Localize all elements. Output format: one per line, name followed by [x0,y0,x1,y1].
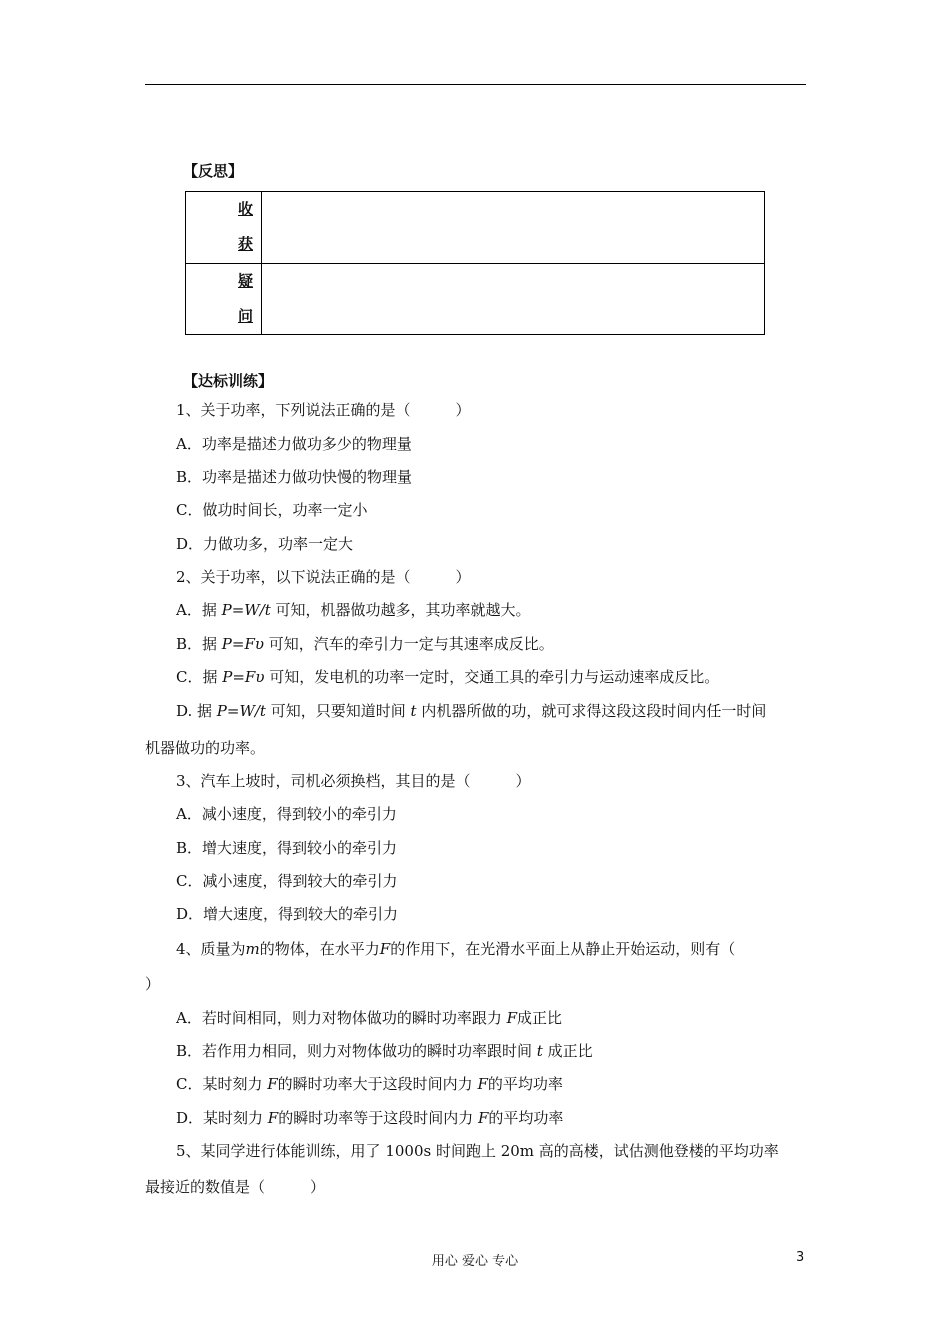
q4-option-c: C．某时刻力 F的瞬时功率大于这段时间内力 F的平均功率 [176,1075,563,1093]
q2-option-b: B．据 P=Fυ 可知，汽车的牵引力一定与其速率成反比。 [176,635,554,653]
q2-stem: 2、关于功率，以下说法正确的是（ ） [176,568,471,586]
questions-content-cell[interactable] [262,264,765,335]
reflection-row-questions [186,264,765,335]
q5-stem: 5、某同学进行体能训练，用了 1000s 时间跑上 20m 高的高楼，试估测他登楼的平均功率 [176,1142,779,1160]
gains-content-cell[interactable] [262,192,765,264]
page-number: 3 [796,1250,805,1265]
q4-stem-cont: ） [145,975,161,993]
q1-option-a: A．功率是描述力做功多少的物理量 [176,435,412,453]
q2-option-a: A．据 P=W/t 可知，机器做功越多，其功率就越大。 [176,601,531,619]
q2-option-c: C．据 P=Fυ 可知，发电机的功率一定时，交通工具的牵引力与运动速率成反比。 [176,668,720,686]
q4-option-d: D．某时刻力 F的瞬时功率等于这段时间内力 F的平均功率 [176,1109,564,1127]
q3-option-d: D．增大速度，得到较大的牵引力 [176,905,399,923]
header-rule [145,84,806,85]
q1-option-b: B．功率是描述力做功快慢的物理量 [176,468,413,486]
q3-option-a: A．减小速度，得到较小的牵引力 [176,805,397,823]
q1-option-c: C．做功时间长，功率一定小 [176,501,368,519]
questions-label: 疑 问 [186,264,262,335]
training-heading: 【达标训练】 [183,372,274,390]
reflection-row-gains [186,192,765,264]
reflection-heading: 【反思】 [183,162,244,180]
q3-option-b: B．增大速度，得到较小的牵引力 [176,839,398,857]
q5-stem-cont: 最接近的数值是（ ） [145,1178,326,1196]
q2-option-d-cont: 机器做功的功率。 [145,739,266,757]
q4-option-a: A．若时间相同，则力对物体做功的瞬时功率跟力 F成正比 [176,1009,563,1027]
q4-option-b: B．若作用力相同，则力对物体做功的瞬时功率跟时间 t 成正比 [176,1042,593,1060]
q3-option-c: C．减小速度，得到较大的牵引力 [176,872,398,890]
page-footer: 用心 爱心 专心 [431,1254,519,1269]
q4-stem: 4、质量为m的物体，在水平力F的作用下，在光滑水平面上从静止开始运动，则有（ [176,940,736,958]
q3-stem: 3、汽车上坡时，司机必须换档，其目的是（ ） [176,772,531,790]
reflection-table [185,191,765,335]
q1-stem: 1、关于功率，下列说法正确的是（ ） [176,401,471,419]
gains-label: 收 获 [186,192,262,264]
q1-option-d: D．力做功多，功率一定大 [176,535,354,553]
q2-option-d: D. 据 P=W/t 可知，只要知道时间 t 内机器所做的功，就可求得这段这段时间内任一时间 [176,702,767,720]
